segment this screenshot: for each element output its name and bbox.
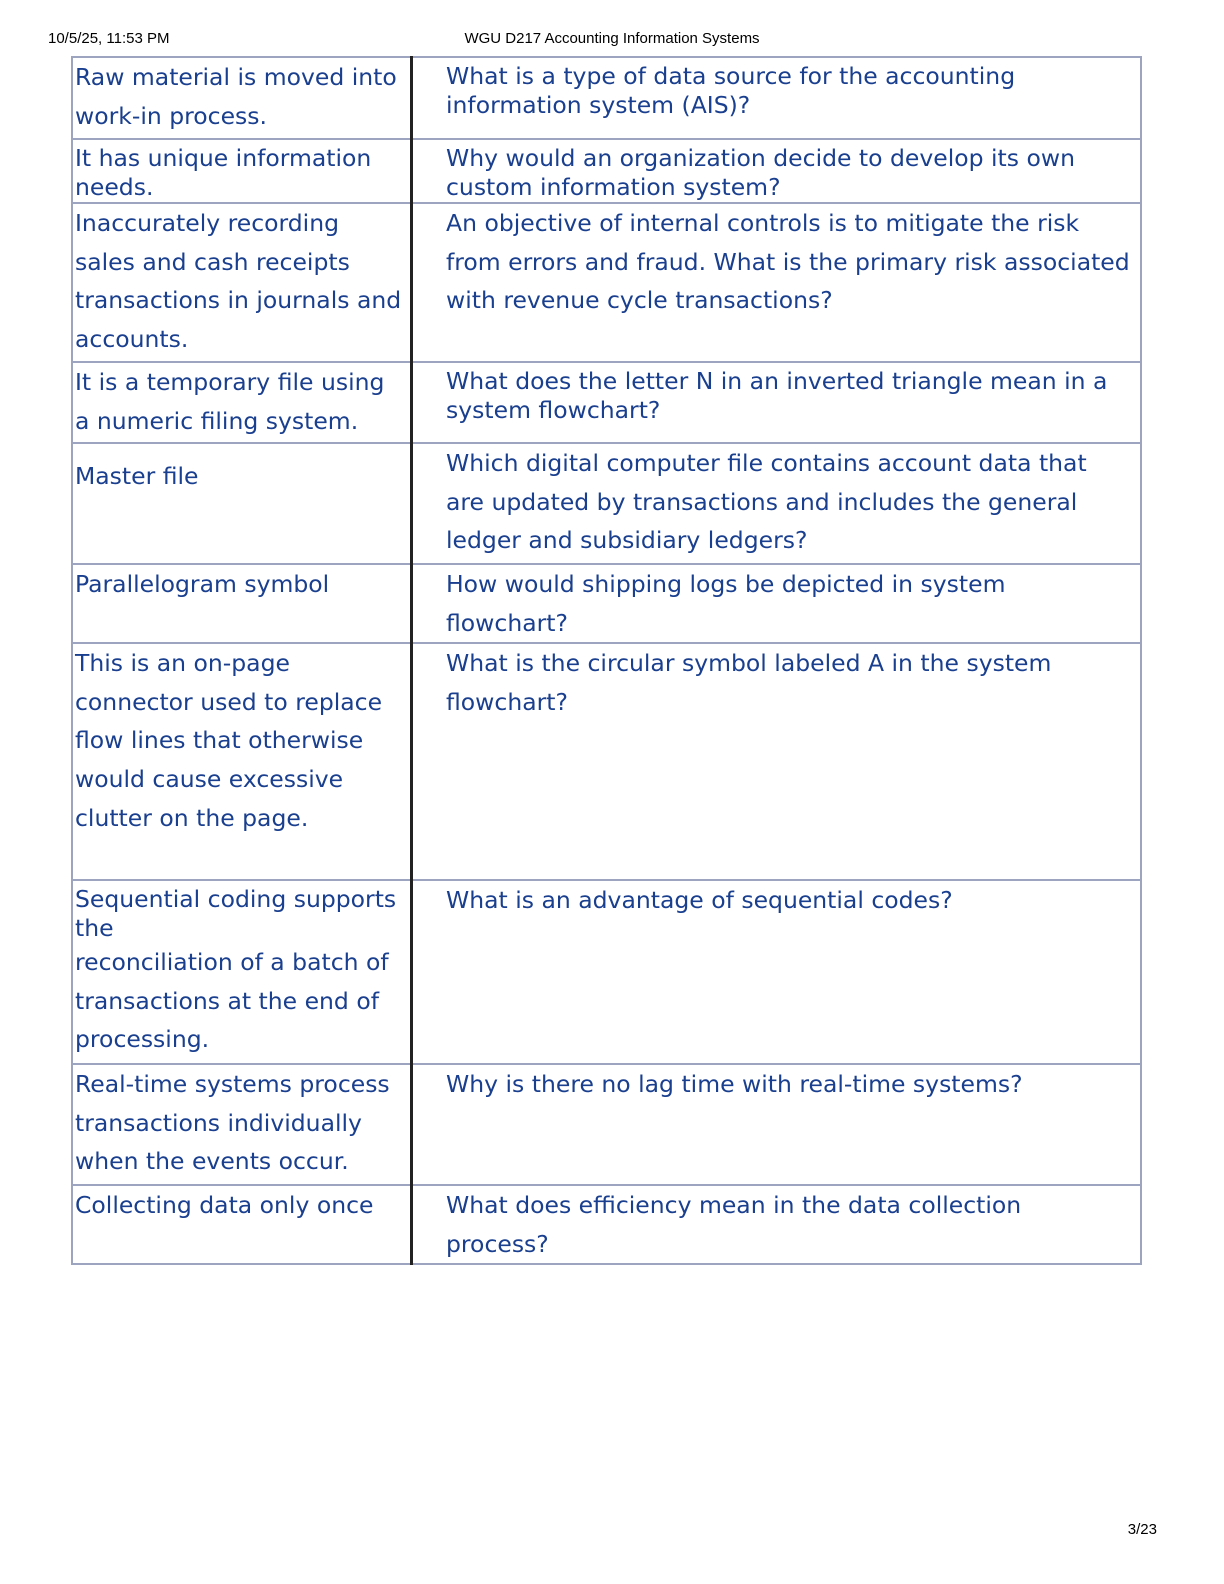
flashcard-table	[71, 56, 1142, 1265]
definition-cell: What is an advantage of sequential codes?	[412, 880, 1142, 1064]
term-cell: Collecting data only once	[72, 1185, 412, 1264]
table-row	[72, 57, 1141, 139]
table-row	[72, 564, 1141, 643]
term-cell: It has unique information needs.	[72, 139, 412, 203]
definition-cell: Why is there no lag time with real-time systems?	[412, 1064, 1142, 1185]
definition-cell: What is a type of data source for the accounting information system (AIS)?	[412, 57, 1142, 139]
term-cell: This is an on-page connector used to replace flow lines that otherwise would cause excessive clutter on the page.	[72, 643, 412, 880]
table-row	[72, 1064, 1141, 1185]
term-text-line: Sequential coding supports the	[75, 885, 397, 943]
term-cell: Real-time systems process transactions individually when the events occur.	[72, 1064, 412, 1185]
print-datetime: 10/5/25, 11:53 PM	[48, 30, 170, 47]
table-row	[72, 203, 1141, 362]
term-cell: It is a temporary file using a numeric filing system.	[72, 362, 412, 443]
table-row	[72, 443, 1141, 564]
term-cell: Inaccurately recording sales and cash receipts transactions in journals and accounts.	[72, 203, 412, 362]
term-cell	[72, 880, 412, 1064]
definition-cell: What is the circular symbol labeled A in the system flowchart?	[412, 643, 1142, 880]
document-title: WGU D217 Accounting Information Systems	[464, 30, 760, 47]
table-row	[72, 362, 1141, 443]
term-cell: Parallelogram symbol	[72, 564, 412, 643]
definition-cell: What does the letter N in an inverted triangle mean in a system flowchart?	[412, 362, 1142, 443]
definition-cell: How would shipping logs be depicted in system flowchart?	[412, 564, 1142, 643]
table-row	[72, 643, 1141, 880]
definition-cell: An objective of internal controls is to mitigate the risk from errors and fraud. What is the primary risk associated with revenue cycle transactions?	[412, 203, 1142, 362]
definition-cell: Which digital computer file contains account data that are updated by transactions and includes the general ledger and subsidiary ledgers?	[412, 443, 1142, 564]
table-row	[72, 880, 1141, 1064]
page-number: 3/23	[1127, 1521, 1157, 1538]
term-text-line: reconciliation of a batch of transactions at the end of processing.	[75, 948, 389, 1054]
term-cell: Raw material is moved into work-in process.	[72, 57, 412, 139]
definition-cell: Why would an organization decide to develop its own custom information system?	[412, 139, 1142, 203]
definition-cell: What does efficiency mean in the data collection process?	[412, 1185, 1142, 1264]
table-row	[72, 1185, 1141, 1264]
term-cell: Master file	[72, 443, 412, 564]
table-row	[72, 139, 1141, 203]
